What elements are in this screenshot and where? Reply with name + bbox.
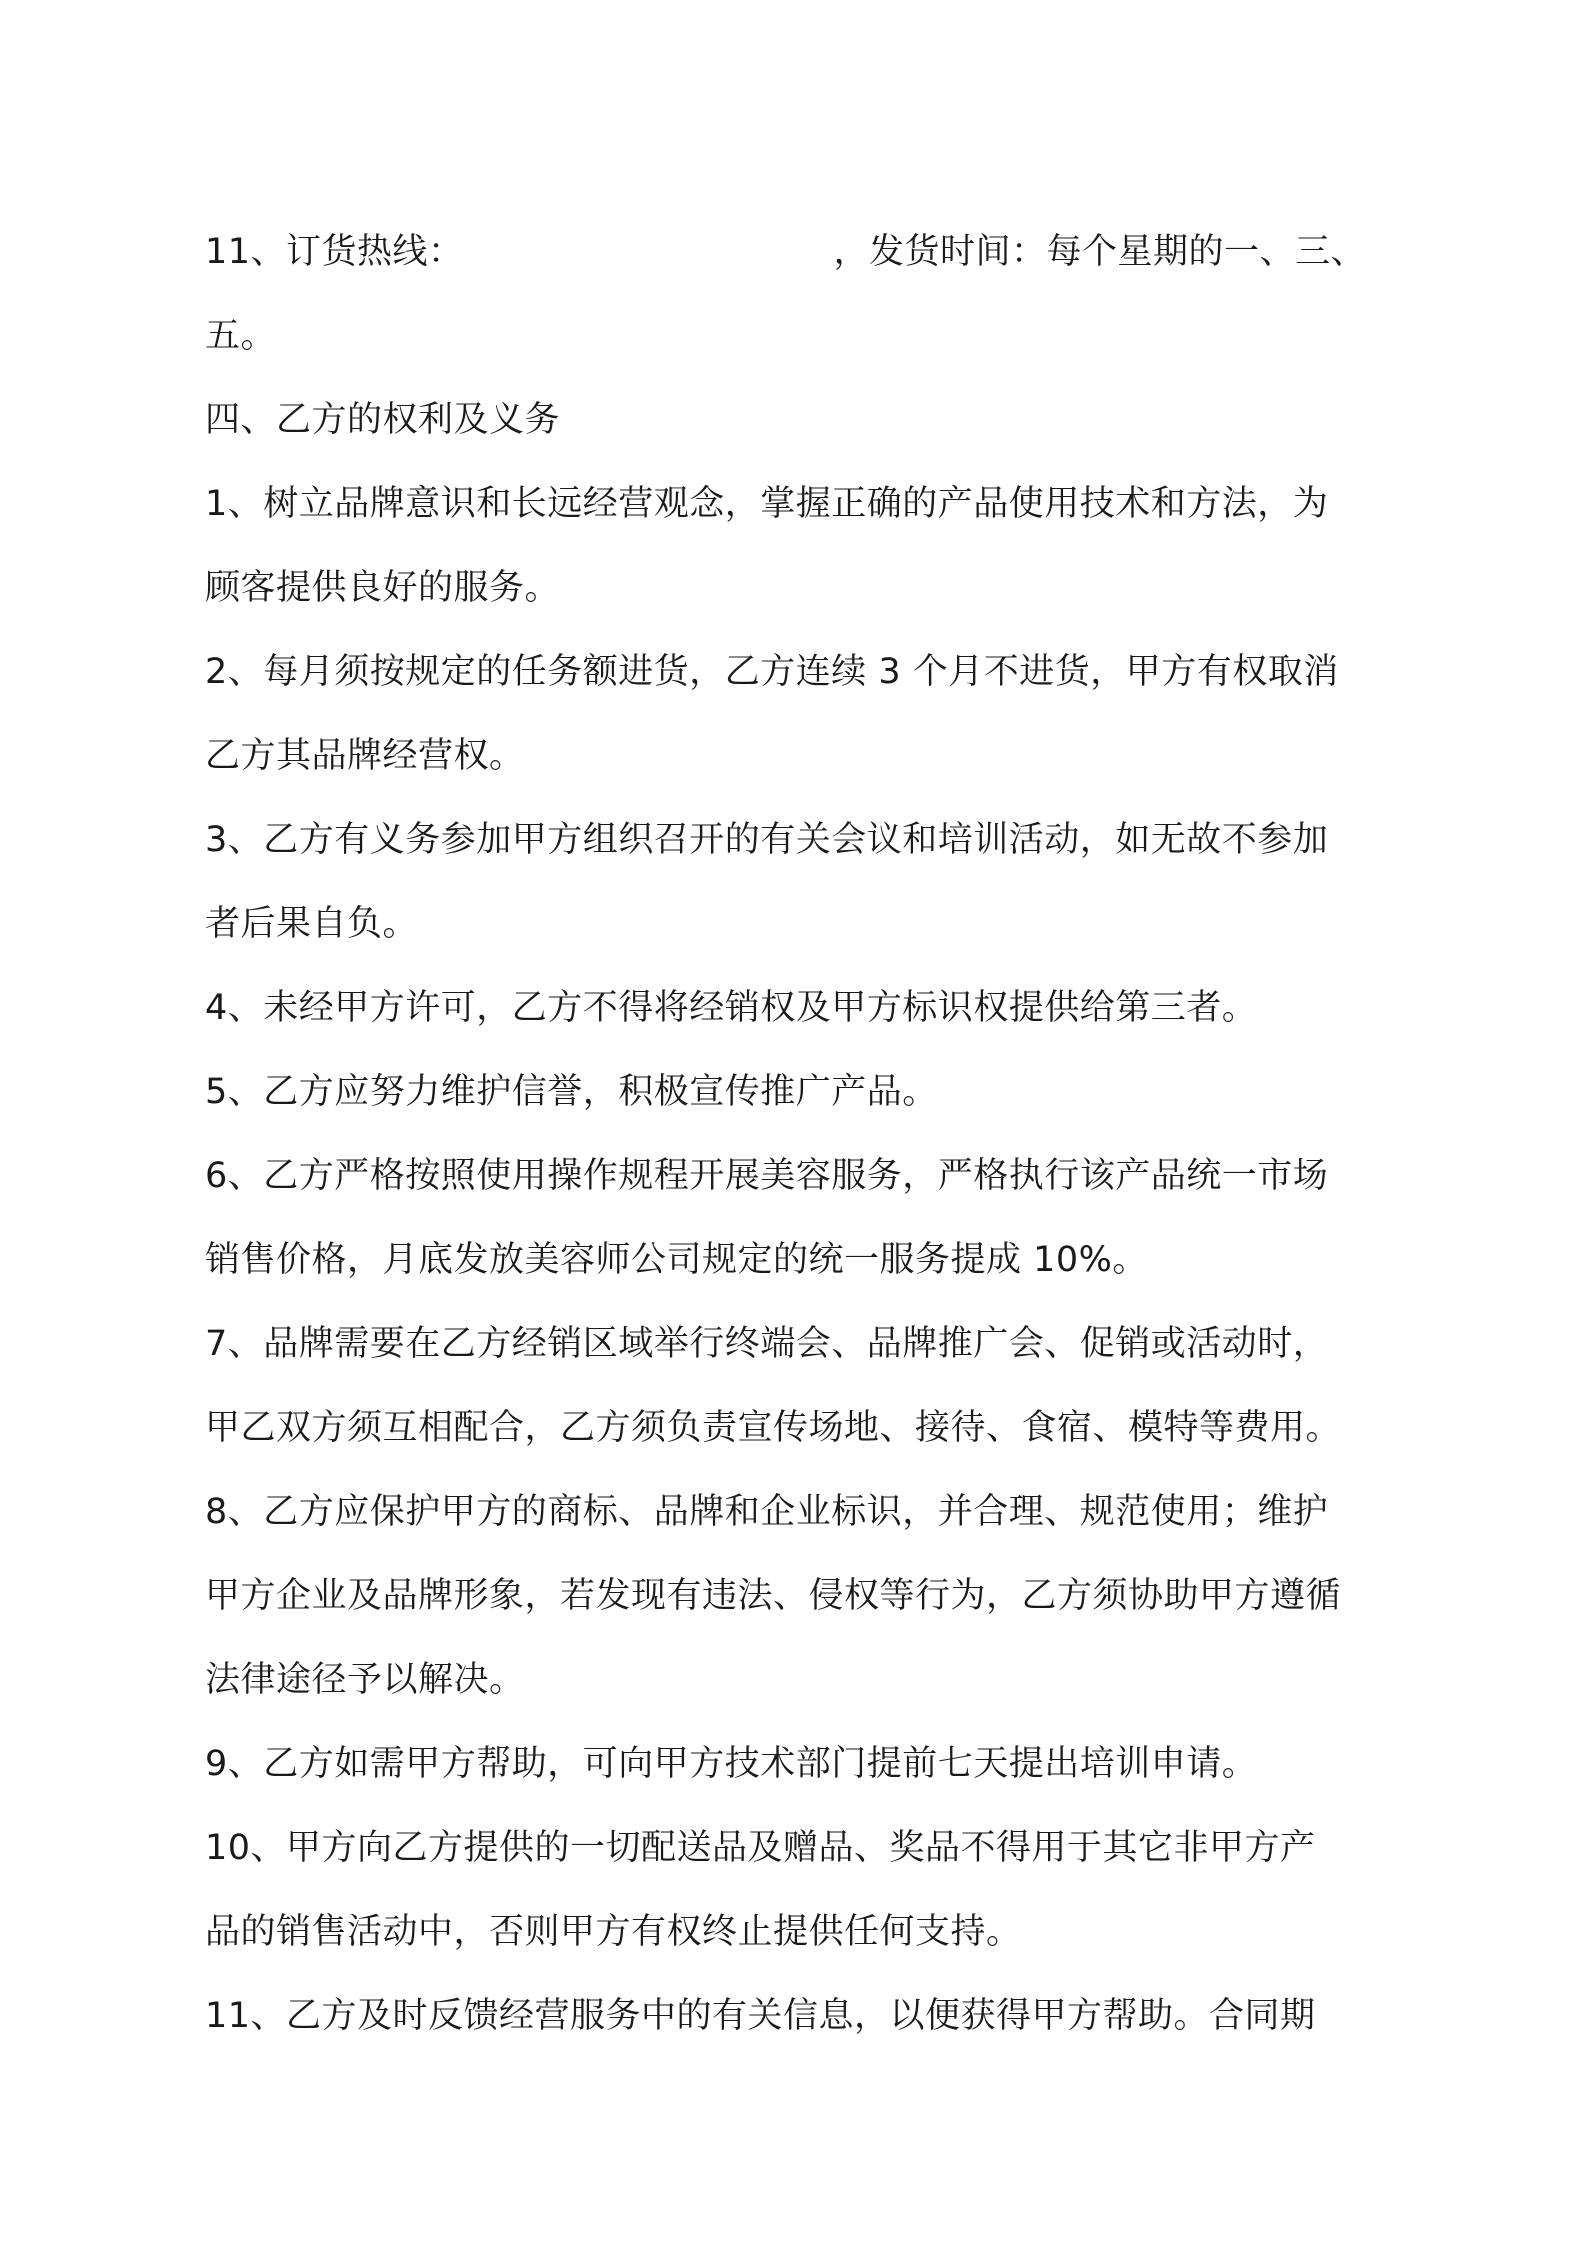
- section-heading: 四、乙方的权利及义务: [205, 400, 561, 440]
- text-line: 3、乙方有义务参加甲方组织召开的有关会议和培训活动，如无故不参加: [205, 820, 1329, 860]
- text-line: 乙方其品牌经营权。: [205, 736, 525, 776]
- text-line: 8、乙方应保护甲方的商标、品牌和企业标识，并合理、规范使用；维护: [205, 1492, 1329, 1532]
- text-line: 5、乙方应努力维护信誉，积极宣传推广产品。: [205, 1072, 938, 1112]
- text-line: 1、树立品牌意识和长远经营观念，掌握正确的产品使用技术和方法，为: [205, 484, 1329, 524]
- order-hotline-label: 11、订货热线：: [205, 232, 464, 272]
- text-line: 4、未经甲方许可，乙方不得将经销权及甲方标识权提供给第三者。: [205, 988, 1258, 1028]
- text-line: 顾客提供良好的服务。: [205, 568, 561, 608]
- text-line: 品的销售活动中，否则甲方有权终止提供任何支持。: [205, 1912, 1022, 1952]
- text-line: 法律途径予以解决。: [205, 1660, 525, 1700]
- text-line: 甲方企业及品牌形象，若发现有违法、侵权等行为，乙方须协助甲方遵循: [205, 1576, 1342, 1616]
- shipping-time-text: ，发货时间：每个星期的一、三、: [833, 232, 1367, 272]
- text-line: 者后果自负。: [205, 904, 419, 944]
- text-line: 销售价格，月底发放美容师公司规定的统一服务提成 10%。: [205, 1240, 1148, 1280]
- text-line: 9、乙方如需甲方帮助，可向甲方技术部门提前七天提出培训申请。: [205, 1744, 1258, 1784]
- text-line: 五。: [205, 316, 277, 356]
- text-line: 2、每月须按规定的任务额进货，乙方连续 3 个月不进货，甲方有权取消: [205, 652, 1339, 692]
- text-line: 7、品牌需要在乙方经销区域举行终端会、品牌推广会、促销或活动时，: [205, 1324, 1329, 1364]
- clause-order-hotline: [205, 228, 1395, 276]
- text-line: 10、甲方向乙方提供的一切配送品及赠品、奖品不得用于其它非甲方产: [205, 1828, 1316, 1868]
- text-line: 6、乙方严格按照使用操作规程开展美容服务，严格执行该产品统一市场: [205, 1156, 1329, 1196]
- text-line: 11、乙方及时反馈经营服务中的有关信息，以便获得甲方帮助。合同期: [205, 1996, 1316, 2036]
- text-line: 甲乙双方须互相配合，乙方须负责宣传场地、接待、食宿、模特等费用。: [205, 1408, 1342, 1448]
